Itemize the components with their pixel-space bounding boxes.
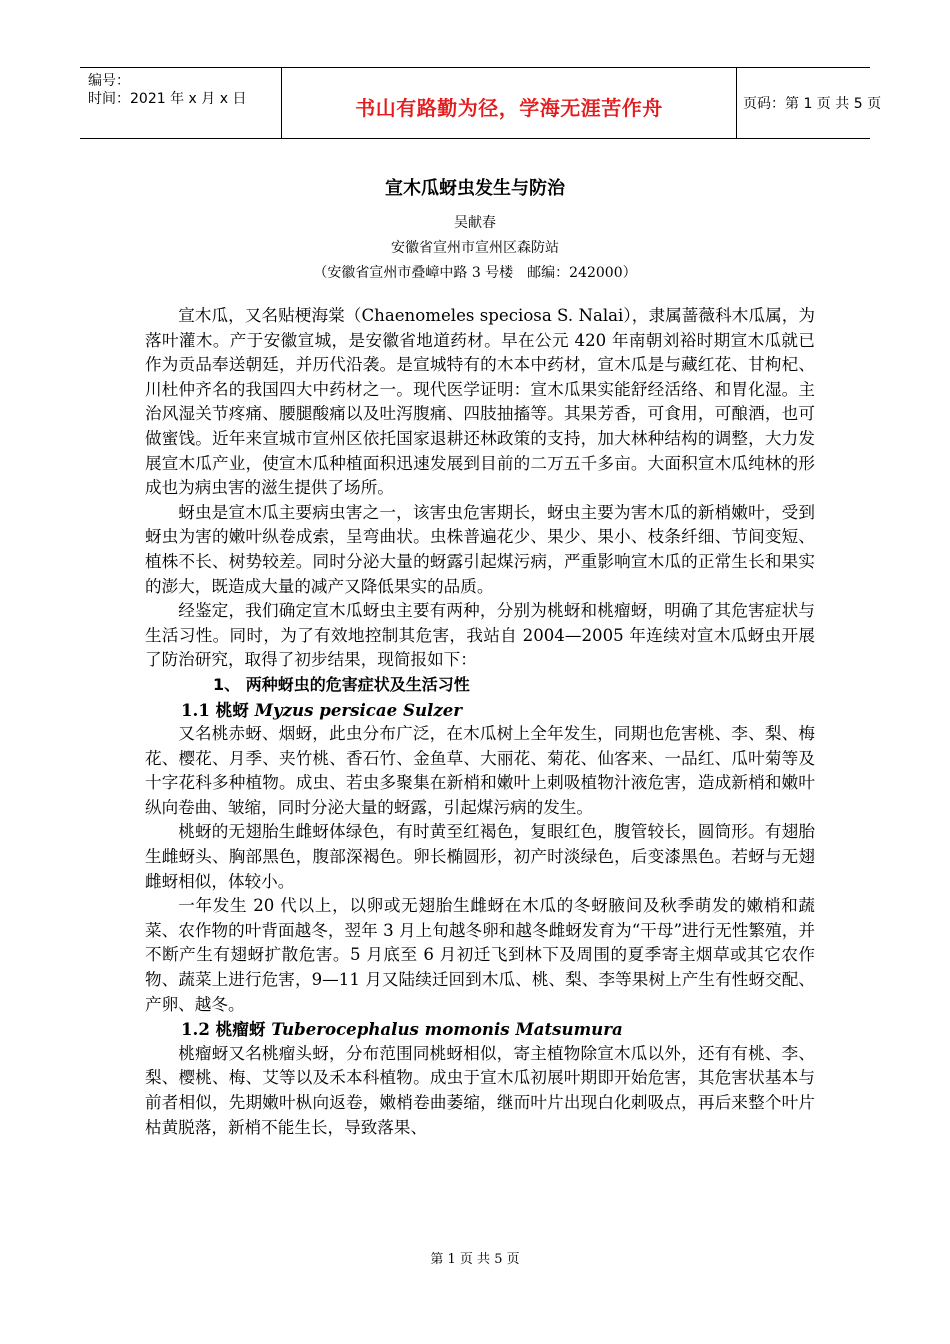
header-page-cell bbox=[737, 68, 882, 138]
header-table bbox=[80, 67, 882, 139]
page-footer: 第 1 页 共 5 页 bbox=[430, 1252, 520, 1267]
paragraph-lifecycle: 一年发生 20 代以上，以卵或无翅胎生雌蚜在木瓜的冬蚜腋间及秋季萌发的嫩梢和蔬菜、农作物的叶背面越冬，翌年 3 月上旬越冬卵和越冬雌蚜发育为“干母”进行无性繁殖，并不断产生有翅蚜扩散危害。5 月底至 6 月初迁飞到林下及周围的夏季寄主烟草或其它农作物、蔬菜上进行危害，9—11 月又陆续迁回到木瓜、桃、梨、李等果树上产生有性蚜交配、产卵、越冬。 bbox=[145, 896, 815, 1014]
heading-number: 1.1 桃蚜 bbox=[181, 699, 255, 720]
page-label: 页码：第 1 页 共 5 页 bbox=[743, 96, 882, 112]
latin-name: Tuberocephalus momonis Matsumura bbox=[271, 1019, 623, 1040]
heading-number: 1.2 桃瘤蚜 bbox=[181, 1019, 272, 1040]
document-body bbox=[145, 304, 815, 1140]
paragraph-tuber-aphid: 桃瘤蚜又名桃瘤头蚜，分布范围同桃蚜相似，寄主植物除宣木瓜以外，还有有桃、李、梨、樱桃、梅、艾等以及禾本科植物。成虫于宣木瓜初展叶期即开始危害，其危害状基本与前者相似，先期嫩叶枞向返卷，嫩梢卷曲萎缩，继而叶片出现白化刺吸点，再后来整个叶片枯黄脱落，新梢不能生长，导致落果、 bbox=[145, 1043, 815, 1137]
section-heading-1-2 bbox=[145, 1017, 815, 1042]
header-info-cell bbox=[80, 68, 282, 138]
organization: 安徽省宣州市宣州区森防站 bbox=[391, 240, 559, 256]
header-motto-cell bbox=[282, 68, 737, 138]
latin-name: Myzus persicae Sulzer bbox=[254, 699, 463, 720]
motto: 书山有路勤为径，学海无涯苦作舟 bbox=[355, 96, 663, 120]
section-heading-1-1 bbox=[145, 698, 815, 723]
paragraph-identification: 经鉴定，我们确定宣木瓜蚜虫主要有两种，分别为桃蚜和桃瘤蚜，明确了其危害症状与生活习性。同时，为了有效地控制其危害，我站自 2004—2005 年连续对宣木瓜蚜虫开展了防治研究，取得了初步结果，现简报如下： bbox=[145, 601, 815, 670]
paragraph-harm: 蚜虫是宣木瓜主要病虫害之一，该害虫危害期长，蚜虫主要为害木瓜的新梢嫩叶，受到蚜虫为害的嫩叶纵卷成索，呈弯曲状。虫株普遍花少、果少、果小、枝条纤细、节间变短、植株不长、树势较差。同时分泌大量的蚜露引起煤污病，严重影响宣木瓜的正常生长和果实的澎大，既造成大量的减产又降低果实的品质。 bbox=[145, 502, 815, 596]
time-label: 时间：2021 年 x 月 x 日 bbox=[88, 91, 247, 107]
paragraph-morphology: 桃蚜的无翅胎生雌蚜体绿色，有时黄至红褐色，复眼红色，腹管较长，圆筒形。有翅胎生雌蚜头、胸部黑色，腹部深褐色。卵长椭圆形，初产时淡绿色，后变漆黑色。若蚜与无翅雌蚜相似，体较小。 bbox=[145, 822, 815, 891]
paragraph-intro: 宣木瓜，又名贴梗海棠（Chaenomeles speciosa S. Nalai），隶属蔷薇科木瓜属，为落叶灌木。产于安徽宣城，是安徽省地道药材。早在公元 420 年南朝刘裕时期宣木瓜就已作为贡品奉送朝廷，并历代沿袭。是宣城特有的木本中药材，宣木瓜是与藏红花、甘枸杞、川杜仲齐名的我国四大中药材之一。现代医学证明：宣木瓜果实能舒经活络、和胃化湿。主治风湿关节疼痛、腰腿酸痛以及吐泻腹痛、四肢抽搐等。其果芳香，可食用，可酿酒，也可做蜜饯。近年来宣城市宣州区依托国家退耕还林政策的支持，加大林种结构的调整，大力发展宣木瓜产业，使宣木瓜种植面积迅速发展到目前的二万五千多亩。大面积宣木瓜纯林的形成也为病虫害的滋生提供了场所。 bbox=[145, 306, 815, 498]
paragraph-peach-aphid: 又名桃赤蚜、烟蚜，此虫分布广泛，在木瓜树上全年发生，同期也危害桃、李、梨、梅花、樱花、月季、夹竹桃、香石竹、金鱼草、大丽花、菊花、仙客来、一品红、瓜叶菊等及十字花科多种植物。成虫、若虫多聚集在新梢和嫩叶上刺吸植物汁液危害，造成新梢和嫩叶纵向卷曲、皱缩，同时分泌大量的蚜露，引起煤污病的发生。 bbox=[145, 724, 815, 817]
document-title: 宣木瓜蚜虫发生与防治 bbox=[385, 178, 565, 199]
address: （安徽省宣州市叠嶂中路 3 号楼 邮编：242000） bbox=[313, 265, 637, 281]
author: 吴献春 bbox=[454, 215, 496, 231]
section-heading-1: 1、 两种蚜虫的危害症状及生活习性 bbox=[213, 674, 470, 694]
code-label: 编号： bbox=[88, 73, 130, 89]
